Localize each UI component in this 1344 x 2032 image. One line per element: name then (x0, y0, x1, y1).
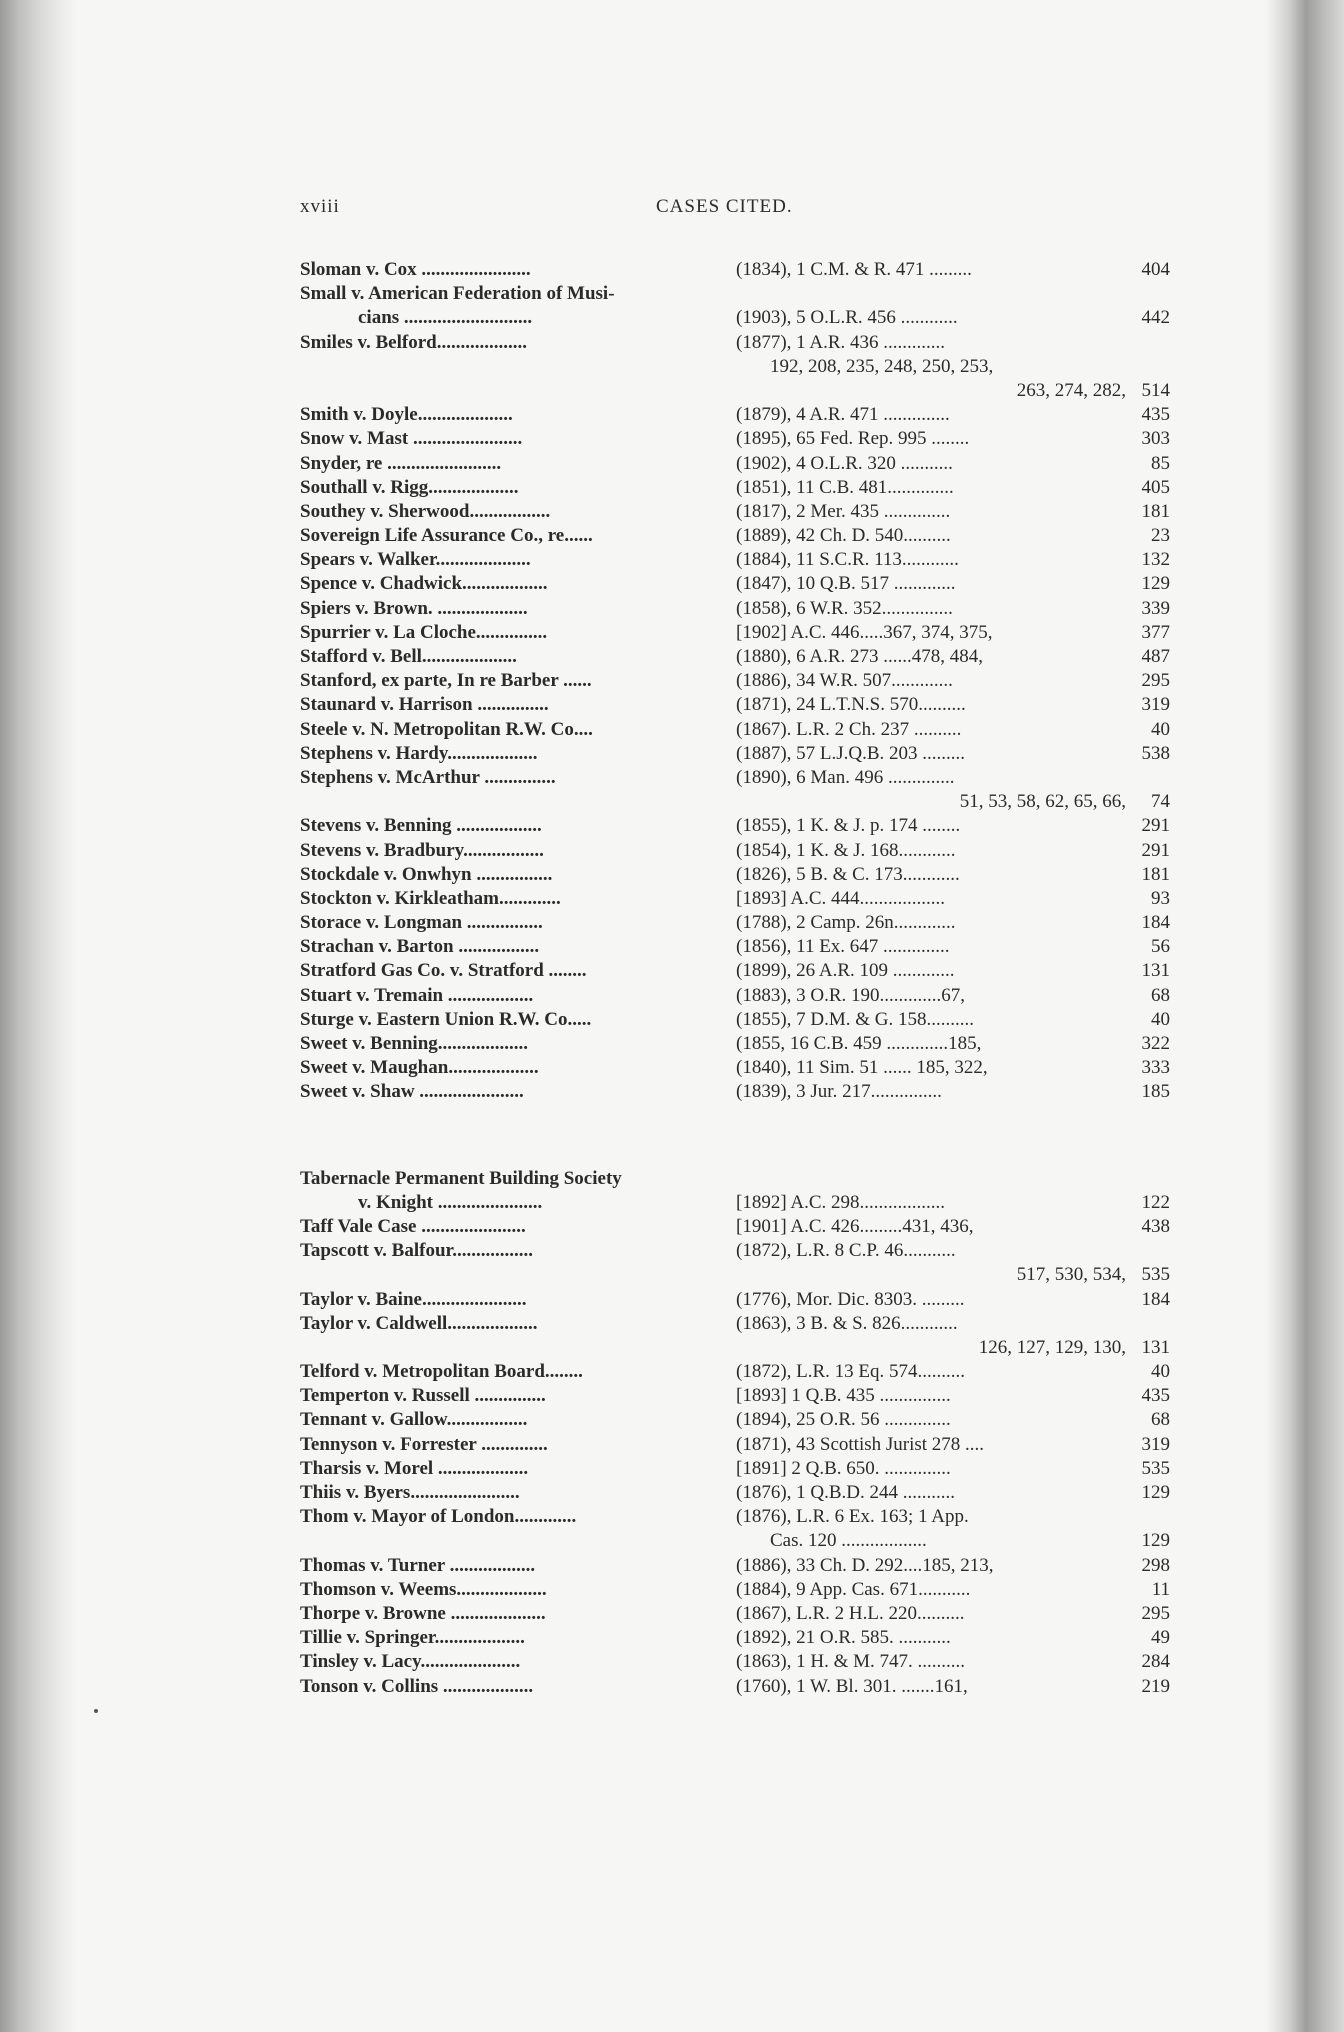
page-reference: 181 (1141, 863, 1170, 885)
page-number: xviii (300, 196, 340, 217)
case-entry (300, 1032, 1170, 1056)
case-entry (300, 548, 1170, 572)
case-citation: [1893] 1 Q.B. 435 ............... (736, 1385, 951, 1407)
ink-speck (94, 1709, 98, 1713)
case-citation: (1871), 24 L.T.N.S. 570.......... (736, 694, 966, 716)
case-entry (300, 959, 1170, 983)
case-entry (300, 500, 1170, 524)
case-entry (300, 1167, 1170, 1191)
page-reference: 132 (1141, 549, 1170, 571)
page-reference: 11 (1151, 1578, 1170, 1600)
running-title: CASES CITED. (656, 196, 793, 217)
case-citation: (1892), 21 O.R. 585. ........... (736, 1627, 951, 1649)
case-entry (300, 1263, 1170, 1287)
page-reference: 405 (1141, 476, 1170, 498)
case-name: Taylor v. Caldwell................... (300, 1312, 538, 1334)
page-reference: 74 (1151, 791, 1170, 813)
case-name: Stephens v. McArthur ............... (300, 766, 556, 788)
page-reference: 295 (1141, 1602, 1170, 1624)
case-entry (300, 621, 1170, 645)
page-reference: 339 (1141, 597, 1170, 619)
case-name: Spence v. Chadwick.................. (300, 573, 548, 595)
case-entry (300, 355, 1170, 379)
page-reference: 40 (1151, 718, 1170, 740)
page-reference: 40 (1151, 1361, 1170, 1383)
case-entry (300, 282, 1170, 306)
case-citation: (1871), 43 Scottish Jurist 278 .... (736, 1433, 985, 1455)
page-reference: 404 (1141, 259, 1170, 280)
case-citation: (1899), 26 A.R. 109 ............. (736, 960, 955, 982)
case-name: Thorpe v. Browne .................... (300, 1602, 546, 1624)
page-reference: 487 (1141, 646, 1170, 667)
case-entry (300, 1650, 1170, 1674)
page-reference: 219 (1141, 1675, 1170, 1697)
case-name: Thomas v. Turner .................. (300, 1554, 536, 1576)
case-citation: (1863), 3 B. & S. 826............ (736, 1312, 958, 1334)
page-reference: 40 (1151, 1008, 1170, 1030)
case-name: Spiers v. Brown. ................... (300, 597, 528, 619)
case-name: Tinsley v. Lacy..................... (300, 1651, 521, 1673)
case-entry (300, 1080, 1170, 1104)
case-entry (300, 645, 1170, 669)
case-name: Tillie v. Springer................... (300, 1627, 525, 1649)
page-header (300, 196, 1170, 220)
page-reference: 129 (1141, 1482, 1170, 1503)
case-name: Taff Vale Case ...................... (300, 1215, 526, 1237)
case-name: Stratford Gas Co. v. Stratford ........ (300, 960, 587, 982)
case-citation: (1856), 11 Ex. 647 .............. (736, 936, 950, 958)
case-entry (300, 1312, 1170, 1336)
case-citation: (1880), 6 A.R. 273 ......478, 484, (736, 646, 983, 667)
case-entry (300, 476, 1170, 500)
case-name: Tapscott v. Balfour................. (300, 1240, 533, 1262)
page-reference: 435 (1141, 1385, 1170, 1407)
case-name: v. Knight ...................... (358, 1191, 543, 1213)
case-entry (300, 718, 1170, 742)
case-citation: (1876), 1 Q.B.D. 244 ........... (736, 1482, 956, 1503)
case-citation: (1889), 42 Ch. D. 540.......... (736, 525, 951, 547)
book-spine-shadow (0, 0, 78, 2032)
page-reference: 23 (1151, 525, 1170, 547)
page-reference: 131 (1141, 960, 1170, 982)
case-name: Temperton v. Russell ............... (300, 1385, 546, 1407)
case-entry (300, 1384, 1170, 1408)
case-name: Sovereign Life Assurance Co., re...... (300, 525, 593, 547)
case-entry (300, 1626, 1170, 1650)
case-name: Spurrier v. La Cloche............... (300, 621, 548, 643)
case-citation: [1891] 2 Q.B. 650. .............. (736, 1457, 951, 1479)
case-name: Stanford, ex parte, In re Barber ...... (300, 670, 592, 692)
case-citation: (1839), 3 Jur. 217............... (736, 1081, 942, 1103)
page-edge-shadow (1266, 0, 1344, 2032)
page-reference: 129 (1141, 1530, 1170, 1552)
case-citation: (1902), 4 O.L.R. 320 ........... (736, 452, 953, 474)
case-citation: 51, 53, 58, 62, 65, 66, (959, 791, 1126, 813)
case-name: Southey v. Sherwood................. (300, 500, 551, 522)
case-citation: (1854), 1 K. & J. 168............ (736, 839, 956, 861)
case-entry (300, 1288, 1170, 1312)
page-reference: 303 (1141, 428, 1170, 450)
case-citation: [1893] A.C. 444.................. (736, 887, 945, 909)
case-name: Stafford v. Bell.................... (300, 646, 517, 667)
case-name: Smiles v. Belford................... (300, 331, 527, 353)
case-name: Sweet v. Maughan................... (300, 1057, 539, 1079)
case-name: Tharsis v. Morel ................... (300, 1457, 529, 1479)
case-name: Tennyson v. Forrester .............. (300, 1433, 548, 1455)
page-reference: 68 (1151, 984, 1170, 1006)
page-reference: 319 (1141, 1433, 1170, 1455)
case-entry (300, 452, 1170, 476)
case-name: Snyder, re ........................ (300, 452, 502, 474)
case-name: Sweet v. Shaw ...................... (300, 1081, 524, 1103)
page-reference: 291 (1141, 815, 1170, 837)
case-citation: (1826), 5 B. & C. 173............ (736, 863, 960, 885)
case-entry (300, 1457, 1170, 1481)
case-entry (300, 572, 1170, 596)
case-citation: (1847), 10 Q.B. 517 ............. (736, 573, 956, 595)
case-citation: (1886), 33 Ch. D. 292....185, 213, (736, 1554, 994, 1576)
case-name: Thiis v. Byers....................... (300, 1482, 520, 1503)
case-entry (300, 331, 1170, 355)
case-citation: 263, 274, 282, (1016, 379, 1126, 401)
page-reference: 184 (1141, 1288, 1170, 1310)
page-reference: 535 (1141, 1264, 1170, 1286)
case-entry (300, 379, 1170, 403)
case-citation: (1851), 11 C.B. 481.............. (736, 476, 954, 498)
case-citation: (1855), 7 D.M. & G. 158.......... (736, 1008, 975, 1030)
case-citation: (1760), 1 W. Bl. 301. .......161, (736, 1675, 968, 1697)
page-reference: 319 (1141, 694, 1170, 716)
case-name: Stockdale v. Onwhyn ................ (300, 863, 553, 885)
page-reference: 291 (1141, 839, 1170, 861)
case-citation: (1903), 5 O.L.R. 456 ............ (736, 307, 958, 329)
case-name: Sloman v. Cox ....................... (300, 259, 531, 280)
case-name: Small v. American Federation of Musi- (300, 283, 615, 305)
page-reference: 56 (1151, 936, 1170, 958)
case-citation: (1867), L.R. 2 H.L. 220.......... (736, 1602, 965, 1624)
page-reference: 514 (1141, 379, 1170, 401)
page-reference: 122 (1141, 1191, 1170, 1213)
case-citation: (1872), L.R. 13 Eq. 574.......... (736, 1361, 966, 1383)
page-reference: 535 (1141, 1457, 1170, 1479)
page-reference: 442 (1141, 307, 1170, 329)
case-list (300, 258, 1170, 1699)
case-citation: 517, 530, 534, (1016, 1264, 1126, 1286)
page-reference: 129 (1141, 573, 1170, 595)
case-citation: [1901] A.C. 426.........431, 436, (736, 1215, 974, 1237)
case-entry (300, 1056, 1170, 1080)
case-citation: (1887), 57 L.J.Q.B. 203 ......... (736, 742, 966, 764)
page-reference: 322 (1141, 1033, 1170, 1054)
case-citation: (1872), L.R. 8 C.P. 46........... (736, 1240, 956, 1262)
case-citation: (1840), 11 Sim. 51 ...... 185, 322, (736, 1057, 988, 1079)
case-citation: (1883), 3 O.R. 190.............67, (736, 984, 966, 1006)
case-citation: 192, 208, 235, 248, 250, 253, (770, 355, 994, 377)
page-reference: 49 (1151, 1627, 1170, 1649)
page-reference: 284 (1141, 1651, 1170, 1673)
case-entry (300, 1602, 1170, 1626)
page-reference: 295 (1141, 670, 1170, 692)
case-citation: (1817), 2 Mer. 435 .............. (736, 500, 951, 522)
case-entry (300, 597, 1170, 621)
case-citation: (1884), 9 App. Cas. 671........... (736, 1578, 971, 1600)
case-name: Sturge v. Eastern Union R.W. Co..... (300, 1008, 592, 1030)
case-name: cians ........................... (358, 307, 533, 329)
case-entry (300, 911, 1170, 935)
case-citation: (1886), 34 W.R. 507............. (736, 670, 953, 692)
case-citation: Cas. 120 .................. (770, 1530, 927, 1552)
case-entry (300, 306, 1170, 330)
page-reference: 298 (1141, 1554, 1170, 1576)
case-citation: (1895), 65 Fed. Rep. 995 ........ (736, 428, 970, 450)
case-entry (300, 1408, 1170, 1432)
case-entry (300, 1554, 1170, 1578)
case-entry (300, 1433, 1170, 1457)
case-name: Tonson v. Collins ................... (300, 1675, 534, 1697)
case-entry (300, 839, 1170, 863)
case-citation: [1902] A.C. 446.....367, 374, 375, (736, 621, 993, 643)
case-name: Staunard v. Harrison ............... (300, 694, 549, 716)
case-citation: (1788), 2 Camp. 26n............. (736, 912, 956, 934)
case-entry (300, 1239, 1170, 1263)
case-citation: (1855, 16 C.B. 459 .............185, (736, 1033, 982, 1054)
page-reference: 68 (1151, 1409, 1170, 1431)
case-entry (300, 1578, 1170, 1602)
case-entry (300, 1505, 1170, 1529)
case-entry (300, 427, 1170, 451)
case-citation: (1858), 6 W.R. 352............... (736, 597, 953, 619)
case-name: Tabernacle Permanent Building Society (300, 1167, 622, 1189)
case-entry (300, 524, 1170, 548)
case-name: Tennant v. Gallow................. (300, 1409, 528, 1431)
case-citation: (1863), 1 H. & M. 747. .......... (736, 1651, 966, 1673)
case-entry (300, 814, 1170, 838)
page-reference: 438 (1141, 1215, 1170, 1237)
case-name: Steele v. N. Metropolitan R.W. Co.... (300, 718, 593, 740)
case-name: Taylor v. Baine...................... (300, 1288, 527, 1310)
case-citation: (1834), 1 C.M. & R. 471 ......... (736, 259, 972, 280)
case-name: Stevens v. Benning .................. (300, 815, 542, 837)
case-name: Smith v. Doyle.................... (300, 404, 513, 426)
case-entry (300, 935, 1170, 959)
case-entry (300, 1360, 1170, 1384)
case-citation: (1876), L.R. 6 Ex. 163; 1 App. (736, 1506, 969, 1528)
page-reference: 538 (1141, 742, 1170, 764)
case-name: Southall v. Rigg................... (300, 476, 519, 498)
case-citation: (1776), Mor. Dic. 8303. ......... (736, 1288, 965, 1310)
case-citation: (1867). L.R. 2 Ch. 237 .......... (736, 718, 962, 740)
case-citation: (1884), 11 S.C.R. 113............ (736, 549, 959, 571)
book-page (300, 0, 1170, 2032)
case-name: Thom v. Mayor of London............. (300, 1506, 577, 1528)
section-gap (300, 1105, 1170, 1167)
case-entry (300, 742, 1170, 766)
case-entry (300, 790, 1170, 814)
page-reference: 377 (1141, 621, 1170, 643)
case-name: Strachan v. Barton ................. (300, 936, 540, 958)
page-reference: 184 (1141, 912, 1170, 934)
case-entry (300, 887, 1170, 911)
case-entry (300, 1191, 1170, 1215)
case-name: Thomson v. Weems................... (300, 1578, 547, 1600)
case-name: Telford v. Metropolitan Board........ (300, 1361, 583, 1383)
case-entry (300, 863, 1170, 887)
case-name: Storace v. Longman ................ (300, 912, 543, 934)
case-name: Stockton v. Kirkleatham............. (300, 887, 561, 909)
case-name: Sweet v. Benning................... (300, 1033, 529, 1054)
case-entry (300, 403, 1170, 427)
page-reference: 333 (1141, 1057, 1170, 1079)
case-name: Stephens v. Hardy................... (300, 742, 538, 764)
case-name: Snow v. Mast ....................... (300, 428, 523, 450)
case-entry (300, 1336, 1170, 1360)
case-entry (300, 1008, 1170, 1032)
page-reference: 181 (1141, 500, 1170, 522)
case-citation: (1877), 1 A.R. 436 ............. (736, 331, 945, 353)
page-reference: 185 (1141, 1081, 1170, 1103)
page-reference: 93 (1151, 887, 1170, 909)
case-entry (300, 766, 1170, 790)
case-entry (300, 1481, 1170, 1505)
page-reference: 435 (1141, 404, 1170, 426)
case-citation: 126, 127, 129, 130, (978, 1336, 1126, 1358)
case-name: Stevens v. Bradbury................. (300, 839, 544, 861)
case-name: Stuart v. Tremain .................. (300, 984, 534, 1006)
case-citation: (1894), 25 O.R. 56 .............. (736, 1409, 951, 1431)
case-entry (300, 258, 1170, 282)
case-entry (300, 1675, 1170, 1699)
case-entry (300, 693, 1170, 717)
page-reference: 85 (1151, 452, 1170, 474)
case-citation: (1855), 1 K. & J. p. 174 ........ (736, 815, 961, 837)
case-citation: (1879), 4 A.R. 471 .............. (736, 404, 950, 426)
case-entry (300, 669, 1170, 693)
case-entry (300, 984, 1170, 1008)
case-name: Spears v. Walker.................... (300, 549, 531, 571)
page-reference: 131 (1141, 1336, 1170, 1358)
case-entry (300, 1529, 1170, 1553)
case-entry (300, 1215, 1170, 1239)
case-citation: [1892] A.C. 298.................. (736, 1191, 945, 1213)
case-citation: (1890), 6 Man. 496 .............. (736, 766, 955, 788)
